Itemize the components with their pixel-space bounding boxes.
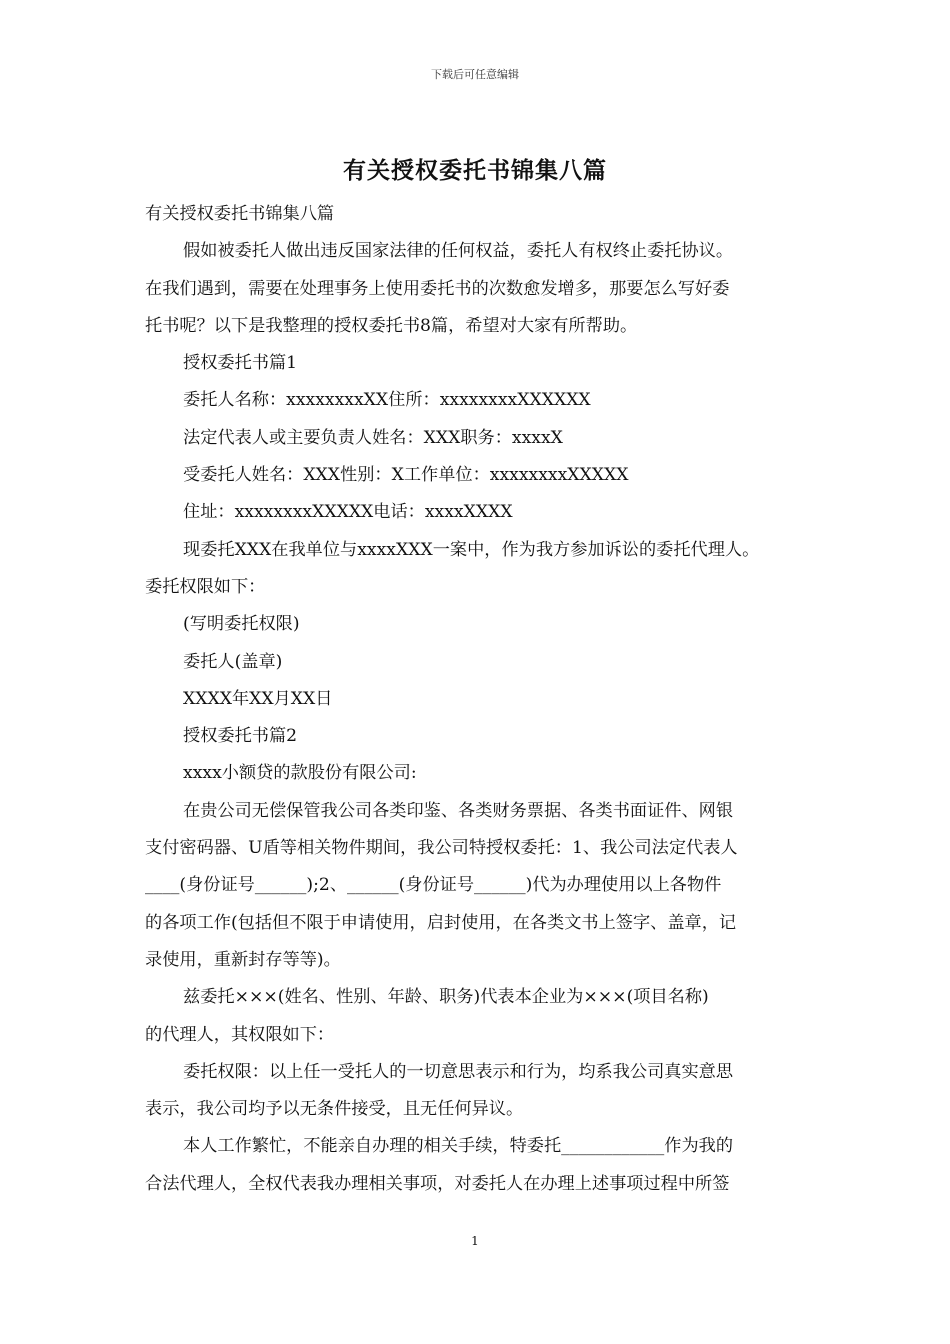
paragraph-line: 的代理人，其权限如下： (145, 1024, 335, 1045)
paragraph-line: 委托人(盖章) (183, 651, 283, 672)
document-body (145, 196, 815, 1203)
paragraph-line: 本人工作繁忙，不能亲自办理的相关手续，特委托____________作为我的 (183, 1136, 734, 1157)
paragraph-line: 委托权限如下： (145, 576, 266, 597)
paragraph-line: 授权委托书篇1 (183, 353, 298, 374)
paragraph-line: 现委托XXX在我单位与xxxxXXX一案中，作为我方参加诉讼的委托代理人。 (183, 539, 760, 560)
page-number: 1 (471, 1234, 479, 1248)
paragraph-line: (写明委托权限) (183, 614, 300, 635)
paragraph-line: 住址：xxxxxxxxXXXXX电话：xxxxXXXX (183, 502, 513, 523)
paragraph-line: 委托人名称：xxxxxxxxXX住所：xxxxxxxxXXXXXX (183, 390, 591, 411)
document-title: 有关授权委托书锦集八篇 (343, 157, 607, 184)
paragraph-line: 委托权限：以上任一受托人的一切意思表示和行为，均系我公司真实意思 (183, 1061, 734, 1082)
paragraph-line: 兹委托×××(姓名、性别、年龄、职务)代表本企业为×××(项目名称) (183, 987, 709, 1008)
paragraph-line: 托书呢？以下是我整理的授权委托书8篇，希望对大家有所帮助。 (145, 315, 638, 336)
paragraph-line: 有关授权委托书锦集八篇 (145, 204, 335, 224)
paragraph-line: 法定代表人或主要负责人姓名：XXX职务：xxxxX (183, 427, 563, 448)
paragraph-line: XXXX年XX月XX日 (183, 688, 333, 709)
paragraph-line: 假如被委托人做出违反国家法律的任何权益，委托人有权终止委托协议。 (183, 241, 734, 262)
paragraph-line: 在贵公司无偿保管我公司各类印鉴、各类财务票据、各类书面证件、网银 (183, 800, 734, 821)
paragraph-line: 合法代理人，全权代表我办理相关事项，对委托人在办理上述事项过程中所签 (145, 1173, 730, 1194)
paragraph-line: 在我们遇到，需要在处理事务上使用委托书的次数愈发增多，那要怎么写好委 (145, 278, 730, 299)
header-note: 下载后可任意编辑 (431, 68, 519, 81)
paragraph-line: 受委托人姓名：XXX性别：X工作单位：xxxxxxxxXXXXX (183, 465, 629, 486)
paragraph-line: ____(身份证号______);2、______(身份证号______)代为办理使用以上各物件 (145, 875, 722, 896)
paragraph-line: 的各项工作(包括但不限于申请使用，启封使用，在各类文书上签字、盖章，记 (145, 912, 737, 933)
paragraph-line: 授权委托书篇2 (183, 726, 298, 747)
paragraph-line: 表示，我公司均予以无条件接受，且无任何异议。 (145, 1099, 524, 1120)
paragraph-line: xxxx小额贷的款股份有限公司: (183, 763, 417, 784)
paragraph-line: 支付密码器、U盾等相关物件期间，我公司特授权委托：1、我公司法定代表人 (145, 838, 738, 859)
paragraph-line: 录使用，重新封存等等)。 (145, 949, 341, 970)
